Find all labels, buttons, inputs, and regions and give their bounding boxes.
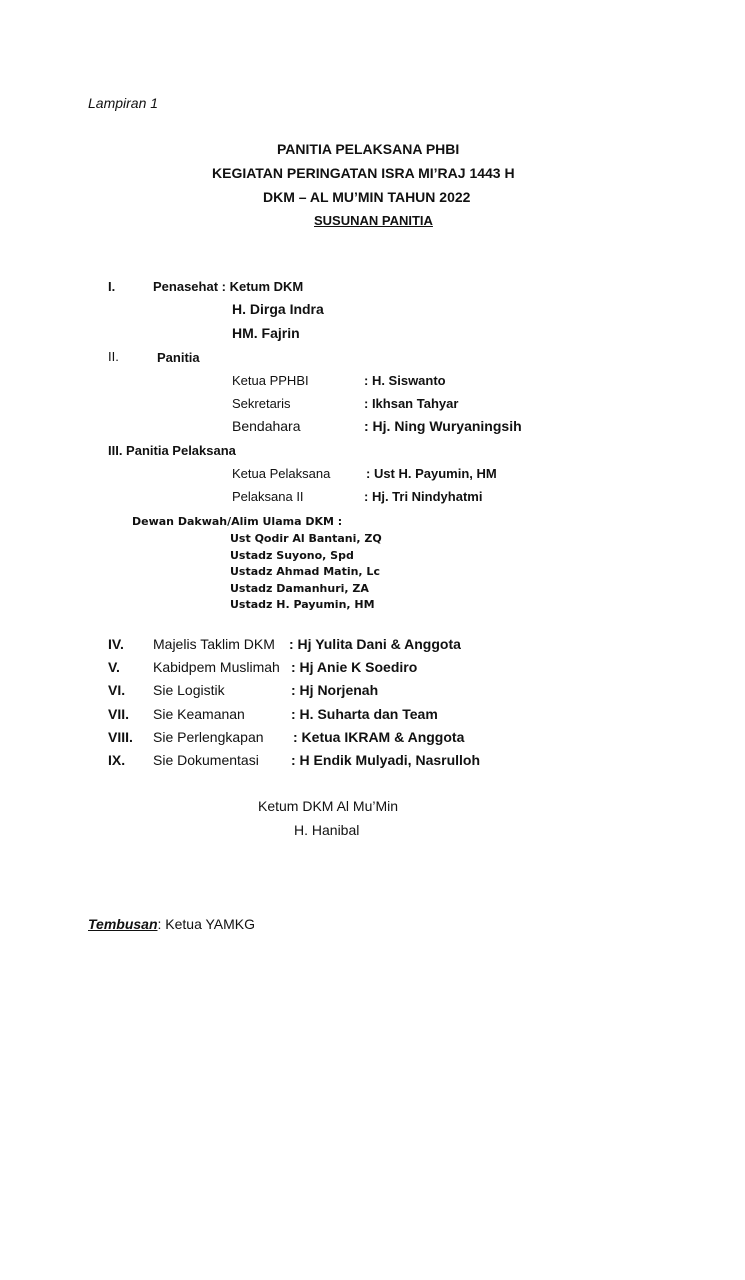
role-name: : Ust H. Payumin, HM: [366, 466, 497, 481]
list-role: Majelis Taklim DKM: [153, 636, 275, 652]
list-role: Kabidpem Muslimah: [153, 659, 280, 675]
list-role: Sie Logistik: [153, 682, 225, 698]
role-label: Pelaksana II: [232, 489, 304, 504]
list-name: : Hj Yulita Dani & Anggota: [289, 636, 461, 652]
list-name: : H. Suharta dan Team: [291, 706, 438, 722]
role-label: Ketua Pelaksana: [232, 466, 331, 481]
role-name: : Ikhsan Tahyar: [364, 396, 459, 411]
signature-name: H. Hanibal: [294, 822, 360, 838]
dewan-member: Ustadz Suyono, Spd: [230, 549, 354, 562]
lampiran-label: Lampiran 1: [88, 95, 159, 111]
section-label: Penasehat : Ketum DKM: [153, 279, 304, 294]
list-name: : Hj Norjenah: [291, 682, 379, 698]
list-role: Sie Dokumentasi: [153, 752, 259, 768]
list-name: : Ketua IKRAM & Anggota: [293, 729, 465, 745]
penasehat-name: H. Dirga Indra: [232, 301, 324, 317]
role-label: Ketua PPHBI: [232, 373, 309, 388]
dewan-member: Ust Qodir Al Bantani, ZQ: [230, 532, 382, 545]
list-number: IX.: [108, 752, 126, 768]
list-name: : H Endik Mulyadi, Nasrulloh: [291, 752, 481, 768]
list-role: Sie Keamanan: [153, 706, 245, 722]
header-line-3: DKM – AL MU’MIN TAHUN 2022: [263, 189, 471, 205]
list-name: : Hj Anie K Soediro: [291, 659, 418, 675]
list-number: VIII.: [108, 729, 133, 745]
role-name: : H. Siswanto: [364, 373, 446, 388]
header-line-4: SUSUNAN PANITIA: [314, 213, 433, 228]
role-name: : Hj. Tri Nindyhatmi: [364, 489, 483, 504]
role-label: Bendahara: [232, 418, 301, 434]
dewan-member: Ustadz H. Payumin, HM: [230, 598, 375, 611]
list-number: VI.: [108, 682, 126, 698]
dewan-member: Ustadz Ahmad Matin, Lc: [230, 565, 380, 578]
header-line-2: KEGIATAN PERINGATAN ISRA MI’RAJ 1443 H: [212, 165, 515, 181]
section-number: II.: [108, 349, 119, 364]
penasehat-name: HM. Fajrin: [232, 325, 300, 341]
tembusan-label: Tembusan: [88, 916, 158, 932]
list-number: IV.: [108, 636, 124, 652]
dewan-title: Dewan Dakwah/Alim Ulama DKM :: [132, 515, 343, 528]
tembusan-line: [88, 916, 255, 932]
list-role: Sie Perlengkapan: [153, 729, 264, 745]
dewan-member: Ustadz Damanhuri, ZA: [230, 582, 369, 595]
list-number: VII.: [108, 706, 130, 722]
section-number: I.: [108, 279, 116, 294]
signature-title: Ketum DKM Al Mu’Min: [258, 798, 399, 814]
tembusan-value: : Ketua YAMKG: [157, 916, 256, 932]
section-label: III. Panitia Pelaksana: [108, 443, 236, 458]
list-number: V.: [108, 659, 120, 675]
role-name: : Hj. Ning Wuryaningsih: [364, 418, 522, 434]
header-line-1: PANITIA PELAKSANA PHBI: [277, 141, 460, 157]
role-label: Sekretaris: [232, 396, 291, 411]
section-label: Panitia: [157, 350, 200, 365]
